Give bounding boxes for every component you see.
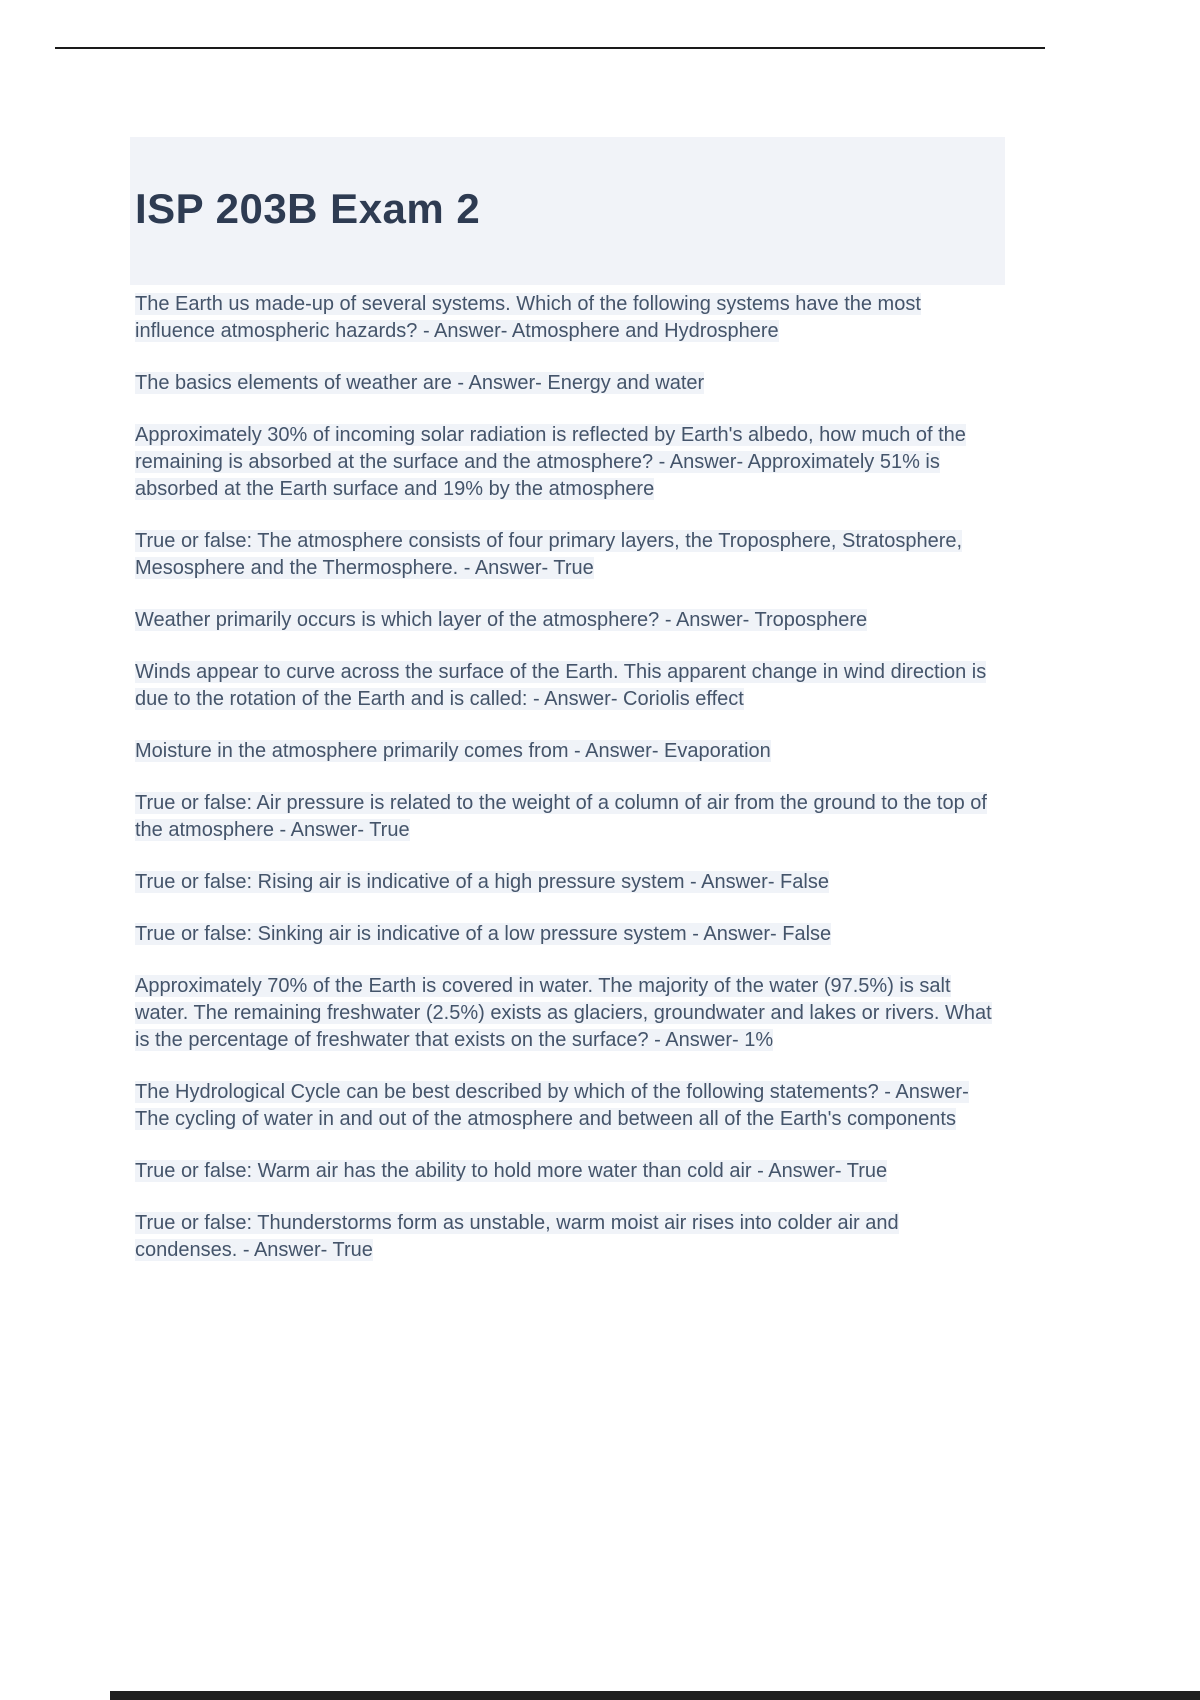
- qa-paragraph: [135, 1210, 1003, 1264]
- qa-text: Approximately 30% of incoming solar radiation is reflected by Earth's albedo, how much of the remaining is absorbed at the surface and the atmosphere? - Answer- Approximately 51% is absorbed at the Earth surface and 19% by the atmosphere: [135, 424, 966, 500]
- page-title: ISP 203B Exam 2: [135, 185, 481, 232]
- qa-text: True or false: Rising air is indicative of a high pressure system - Answer- False: [135, 871, 829, 893]
- qa-text: Approximately 70% of the Earth is covered in water. The majority of the water (97.5%) is salt water. The remaining freshwater (2.5%) exists as glaciers, groundwater and lakes or rivers. What is the percentage of freshwater that exists on the surface? - Answer- 1%: [135, 975, 992, 1051]
- qa-paragraph: [135, 973, 1003, 1054]
- qa-paragraph: [135, 528, 1003, 582]
- qa-text: True or false: The atmosphere consists of four primary layers, the Troposphere, Stratosphere, Mesosphere and the Thermosphere. - Answer- True: [135, 530, 963, 579]
- qa-paragraph: [135, 370, 1003, 397]
- bottom-page-edge-bar: [110, 1691, 1200, 1700]
- qa-text: True or false: Air pressure is related to the weight of a column of air from the ground to the top of the atmosphere - Answer- True: [135, 792, 987, 841]
- qa-text: Weather primarily occurs is which layer of the atmosphere? - Answer- Troposphere: [135, 609, 868, 631]
- qa-paragraph: [135, 921, 1003, 948]
- qa-paragraph: [135, 659, 1003, 713]
- qa-text: Moisture in the atmosphere primarily comes from - Answer- Evaporation: [135, 740, 771, 762]
- qa-paragraph: [135, 738, 1003, 765]
- qa-paragraph: [135, 607, 1003, 634]
- qa-paragraph: [135, 1158, 1003, 1185]
- qa-text: True or false: Warm air has the ability to hold more water than cold air - Answer- True: [135, 1160, 888, 1182]
- qa-text: Winds appear to curve across the surface of the Earth. This apparent change in wind direction is due to the rotation of the Earth and is called: - Answer- Coriolis effect: [135, 661, 987, 710]
- qa-paragraph: [135, 790, 1003, 844]
- qa-paragraph: [135, 291, 1003, 345]
- qa-list: [135, 291, 1003, 1289]
- qa-text: The Earth us made-up of several systems. Which of the following systems have the most influence atmospheric hazards? - Answer- Atmosphere and Hydrosphere: [135, 293, 921, 342]
- qa-paragraph: [135, 1079, 1003, 1133]
- qa-paragraph: [135, 869, 1003, 896]
- qa-text: The Hydrological Cycle can be best described by which of the following statements? - Answer- The cycling of water in and out of the atmosphere and between all of the Earth's components: [135, 1081, 969, 1130]
- qa-text: True or false: Sinking air is indicative of a low pressure system - Answer- False: [135, 923, 832, 945]
- qa-paragraph: [135, 422, 1003, 503]
- top-horizontal-rule: [55, 47, 1045, 49]
- qa-text: The basics elements of weather are - Answer- Energy and water: [135, 372, 705, 394]
- qa-text: True or false: Thunderstorms form as unstable, warm moist air rises into colder air and condenses. - Answer- True: [135, 1212, 899, 1261]
